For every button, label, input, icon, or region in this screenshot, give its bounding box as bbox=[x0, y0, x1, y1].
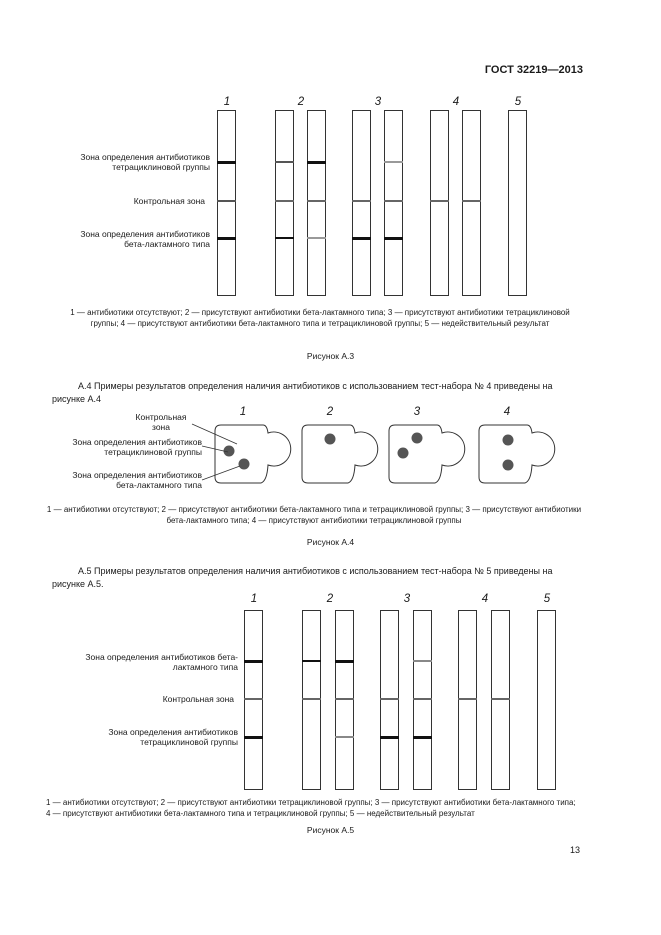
paragraph-a4: А.4 Примеры результатов определения наличия антибиотиков с использованием тест-набора № 4 приведены на рисунке А.4 bbox=[52, 381, 553, 404]
zone-label-control: Контрольная зона bbox=[135, 412, 187, 432]
paragraph-a5: А.5 Примеры результатов определения наличия антибиотиков с использованием тест-набора № 5 приведены на рисунке А.5. bbox=[52, 566, 553, 589]
figure-title: Рисунок А.4 bbox=[306, 537, 355, 547]
figure-number: 3 bbox=[374, 96, 382, 108]
figure-title: Рисунок А.5 bbox=[306, 825, 355, 835]
test-strip bbox=[413, 610, 432, 790]
test-card bbox=[389, 425, 465, 483]
zone-label-control: Контрольная зона bbox=[162, 694, 234, 704]
figure-caption: 1 — антибиотики отсутствуют; 2 — присутствуют антибиотики бета-лактамного типа и тетрациклиновой группы; 3 — присутствуют антибиотики бета-лактамного типа; 4 — присутствуют антибиотики тетрациклиновой группы bbox=[46, 505, 582, 525]
figure-number: 1 bbox=[250, 593, 258, 605]
figure-title: Рисунок А.3 bbox=[306, 351, 355, 361]
spot bbox=[398, 448, 409, 459]
page-number: 13 bbox=[570, 845, 581, 855]
zone-label-tetracycline: Зона определения антибиотиков тетрациклиновой группы bbox=[108, 727, 238, 747]
figure-number: 2 bbox=[326, 593, 334, 605]
test-strip bbox=[244, 610, 263, 790]
figure-number: 5 bbox=[514, 96, 522, 108]
test-card bbox=[479, 425, 555, 483]
figure-number: 1 bbox=[239, 406, 247, 418]
figure-number: 2 bbox=[297, 96, 305, 108]
spot-control bbox=[503, 435, 514, 446]
test-strip bbox=[491, 610, 510, 790]
test-strip bbox=[537, 610, 556, 790]
figure-number: 4 bbox=[452, 96, 460, 108]
spot-control bbox=[325, 434, 336, 445]
figure-number: 5 bbox=[543, 593, 551, 605]
zone-label-betalactam: Зона определения антибиотиков бета-лактамного типа bbox=[85, 652, 238, 672]
zone-label-control: Контрольная зона bbox=[133, 196, 205, 206]
figure-number: 1 bbox=[223, 96, 231, 108]
zone-label-tetracycline: Зона определения антибиотиков тетрациклиновой группы bbox=[72, 437, 202, 457]
test-strip bbox=[458, 610, 477, 790]
test-card bbox=[302, 425, 378, 483]
spot bbox=[503, 460, 514, 471]
zone-label-betalactam: Зона определения антибиотиков бета-лактамного типа bbox=[80, 229, 210, 249]
test-strip bbox=[335, 610, 354, 790]
figure-caption: 1 — антибиотики отсутствуют; 2 — присутствуют антибиотики бета-лактамного типа; 3 — присутствуют антибиотики тетрациклиновой группы; 4 — присутствуют антибиотики бета-лактамного типа и тетрациклиновой группы; 5 — недействительный результат bbox=[70, 308, 570, 328]
zone-label-betalactam: Зона определения антибиотиков бета-лактамного типа bbox=[72, 470, 202, 490]
figure-number: 2 bbox=[326, 406, 334, 418]
figure-number: 4 bbox=[481, 593, 489, 605]
spot bbox=[239, 459, 250, 470]
test-strip bbox=[302, 610, 321, 790]
test-strip bbox=[380, 610, 399, 790]
figure-number: 3 bbox=[413, 406, 421, 418]
figure-number: 4 bbox=[503, 406, 511, 418]
spot-control bbox=[412, 433, 423, 444]
figure-caption: 1 — антибиотики отсутствуют; 2 — присутствуют антибиотики тетрациклиновой группы; 3 — присутствуют антибиотики бета-лактамного типа; 4 — присутствуют антибиотики бета-лактамного типа и тетрациклиновой группы; 5 — недействительный результат bbox=[46, 798, 576, 818]
figure-number: 3 bbox=[403, 593, 411, 605]
zone-label-tetracycline: Зона определения антибиотиков тетрациклиновой группы bbox=[80, 152, 210, 172]
test-card bbox=[215, 425, 291, 483]
standard-header: ГОСТ 32219—2013 bbox=[484, 64, 583, 76]
